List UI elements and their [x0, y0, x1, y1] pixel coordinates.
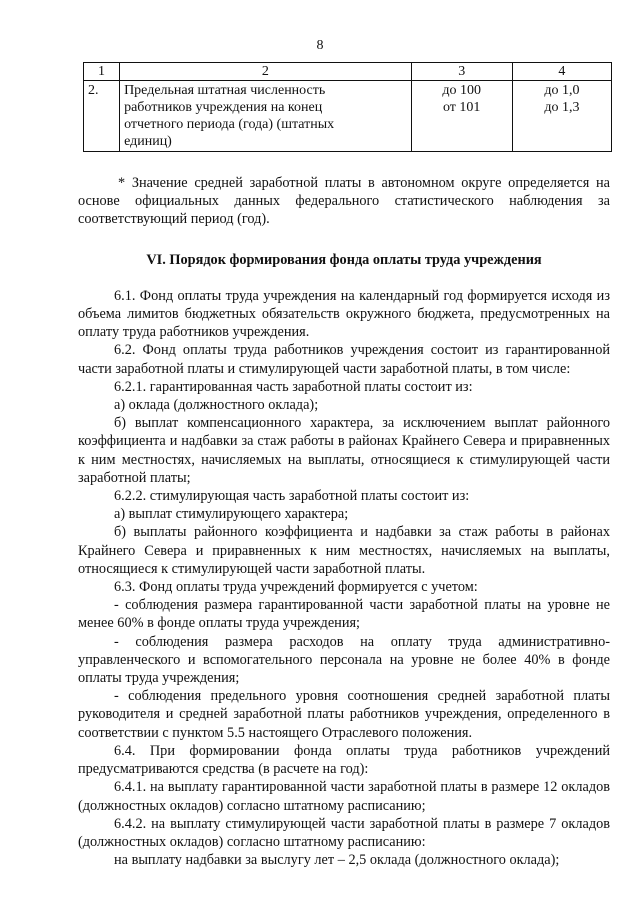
row-number: 2.	[84, 81, 120, 152]
paragraph: 6.2. Фонд оплаты труда работников учреждения состоит из гарантированной части заработной платы и стимулирующей части заработной платы, в том числе:	[78, 342, 610, 377]
row-description-line: отчетного периода (года) (штатных	[124, 117, 335, 132]
row-coefficient-value: до 1,0	[544, 83, 580, 98]
paragraph: б) выплаты районного коэффициента и надбавки за стаж работы в районах Крайнего Севера и приравненных к ним местностях, начисляемых на выплаты, относящиеся к стимулирующей части заработной платы.	[78, 524, 610, 577]
table-header-cell: 3	[411, 63, 512, 81]
paragraph: 6.4.2. на выплату стимулирующей части заработной платы в размере 7 окладов (должностных окладов) согласно штатному расписанию:	[78, 815, 610, 850]
paragraph: а) оклада (должностного оклада);	[114, 397, 319, 414]
paragraph: б) выплат компенсационного характера, за исключением выплат районного коэффициента и надбавки за стаж работы в районах Крайнего Севера и приравненных к ним местностях, начисляемых на выплаты, относящиеся к стимулирующей части заработной платы;	[78, 415, 610, 486]
paragraph: - соблюдения предельного уровня соотношения средней заработной платы руководителя и средней заработной платы работников учреждения, определенного в соответствии с пунктом 5.5 настоящего Отраслевого положения.	[78, 688, 610, 741]
row-coefficient-value: до 1,3	[544, 100, 580, 115]
section-heading: VI. Порядок формирования фонда оплаты труда учреждения	[146, 251, 542, 268]
row-range-value: до 100	[442, 83, 482, 98]
paragraph: на выплату надбавки за выслугу лет – 2,5 оклада (должностного оклада);	[114, 852, 560, 869]
row-description-line: Предельная штатная численность	[124, 83, 326, 98]
table-header-row	[84, 63, 612, 81]
row-range-cell	[411, 81, 512, 152]
paragraph: 6.2.1. гарантированная часть заработной платы состоит из:	[114, 378, 473, 395]
table-row	[84, 81, 612, 152]
row-description	[120, 81, 412, 152]
paragraph: - соблюдения размера расходов на оплату труда административно-управленческого и вспомогательного персонала на уровне не более 40% в фонде оплаты труда учреждения;	[78, 633, 610, 687]
table-header-cell: 4	[512, 63, 611, 81]
row-range-value: от 101	[442, 100, 481, 115]
limits-table	[83, 62, 612, 152]
paragraph: 6.4. При формировании фонда оплаты труда работников учреждений предусматриваются средства (в расчете на год):	[78, 742, 610, 778]
paragraph: 6.2.2. стимулирующая часть заработной платы состоит из:	[114, 488, 470, 505]
row-description-line: работников учреждения на конец	[124, 100, 323, 115]
row-coefficient-cell	[512, 81, 611, 152]
footnote: * Значение средней заработной платы в автономном округе определяется на основе официальных данных федерального статистического наблюдения за соответствующий период (год).	[78, 175, 610, 228]
table-header-cell: 2	[120, 63, 412, 81]
row-description-line: единиц)	[124, 134, 172, 149]
paragraph: 6.3. Фонд оплаты труда учреждений формируется с учетом:	[114, 579, 478, 596]
paragraph: а) выплат стимулирующего характера;	[114, 506, 349, 523]
page-number: 8	[316, 38, 324, 53]
paragraph: 6.4.1. на выплату гарантированной части заработной платы в размере 12 окладов (должностных окладов) согласно штатному расписанию;	[78, 779, 610, 814]
table-header-cell: 1	[84, 63, 120, 81]
document-body	[78, 174, 610, 869]
paragraph: 6.1. Фонд оплаты труда учреждения на календарный год формируется исходя из объема лимитов бюджетных обязательств окружного бюджета, предусмотренных на оплату труда работников учреждения.	[78, 287, 610, 341]
paragraph: - соблюдения размера гарантированной части заработной платы на уровне не менее 60% в фонде оплаты труда учреждения;	[78, 597, 610, 632]
